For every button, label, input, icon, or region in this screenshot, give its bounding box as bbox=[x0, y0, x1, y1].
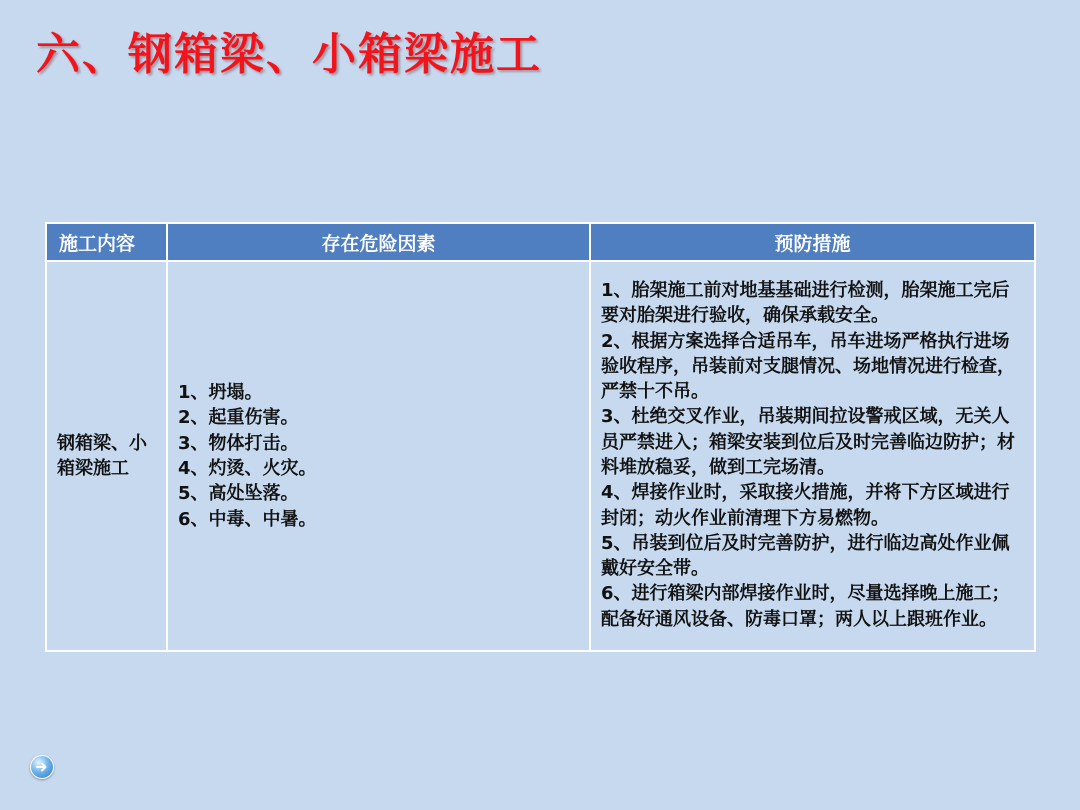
header-hazards: 存在危险因素 bbox=[167, 223, 590, 261]
arrow-right-icon bbox=[35, 760, 49, 774]
measure-item: 2、根据方案选择合适吊车，吊车进场严格执行进场验收程序，吊装前对支腿情况、场地情况进行检查，严禁十不吊。 bbox=[601, 330, 1015, 403]
hazard-item: 5、高处坠落。 bbox=[178, 483, 299, 505]
measure-item: 6、进行箱梁内部焊接作业时，尽量选择晚上施工；配备好通风设备、防毒口罩；两人以上跟班作业。 bbox=[601, 583, 1010, 630]
next-slide-button[interactable] bbox=[30, 755, 54, 779]
measure-item: 5、吊装到位后及时完善防护，进行临边高处作业佩戴好安全带。 bbox=[601, 532, 1010, 580]
hazard-item: 6、中毒、中暑。 bbox=[178, 508, 317, 530]
measure-item: 3、杜绝交叉作业，吊装期间拉设警戒区域，无关人员严禁进入；箱梁安装到位后及时完善临边防护；材料堆放稳妥，做到工完场清。 bbox=[601, 406, 1015, 478]
hazards-cell bbox=[167, 261, 590, 651]
header-construction-content: 施工内容 bbox=[46, 223, 167, 261]
hazard-item: 3、物体打击。 bbox=[178, 432, 299, 454]
header-measures: 预防措施 bbox=[590, 223, 1035, 261]
hazard-item: 2、起重伤害。 bbox=[178, 407, 299, 429]
slide-title: 六、钢箱梁、小箱梁施工 bbox=[36, 29, 542, 80]
table-header-row bbox=[46, 223, 1035, 261]
table-row bbox=[46, 261, 1035, 651]
construction-content-cell: 钢箱梁、小箱梁施工 bbox=[46, 261, 167, 651]
hazard-item: 4、灼烫、火灾。 bbox=[178, 458, 317, 479]
measure-item: 1、胎架施工前对地基基础进行检测，胎架施工完后要对胎架进行验收，确保承载安全。 bbox=[601, 279, 1010, 327]
hazard-table bbox=[45, 222, 1036, 652]
measures-cell bbox=[590, 261, 1035, 651]
measure-item: 4、焊接作业时，采取接火措施，并将下方区域进行封闭；动火作业前清理下方易燃物。 bbox=[601, 482, 1010, 529]
hazard-item: 1、坍塌。 bbox=[178, 382, 263, 404]
